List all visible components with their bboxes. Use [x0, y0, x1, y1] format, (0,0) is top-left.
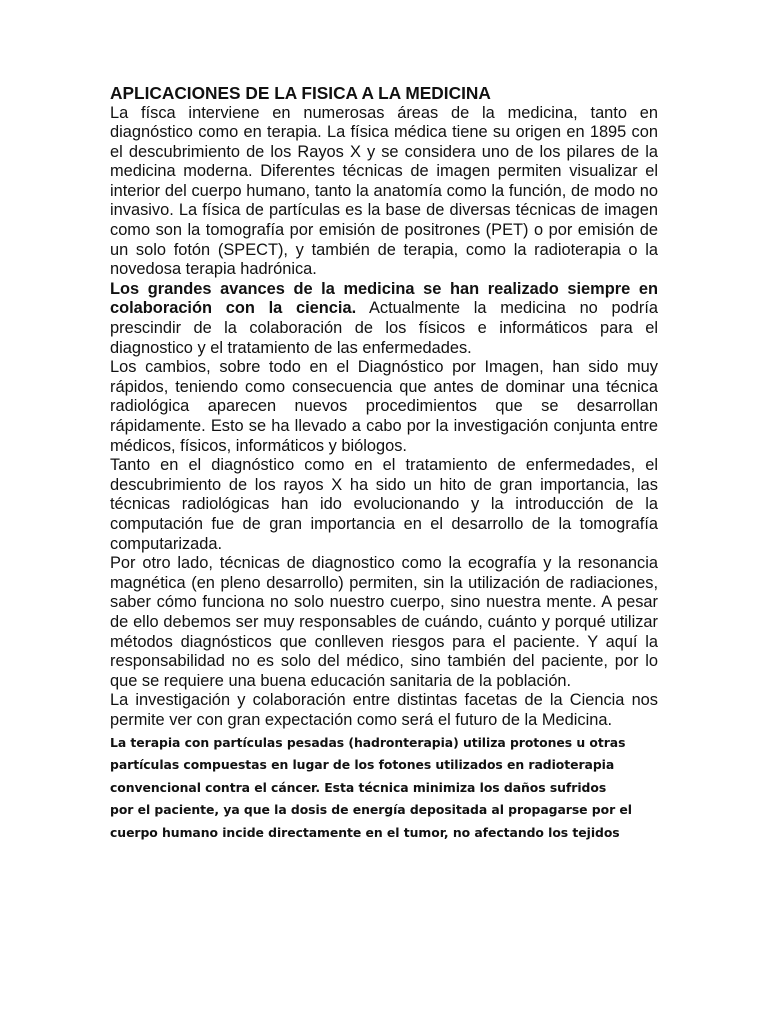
paragraph-advances-collaboration [110, 280, 658, 358]
paragraph-imaging-changes: Los cambios, sobre todo en el Diagnóstico por Imagen, han sido muy rápidos, teniendo como consecuencia que antes de dominar una técnica radiológica aparecen nuevos procedimientos que se desarrollan rápidamente. Esto se ha llevado a cabo por la investigación conjunta entre médicos, físicos, informáticos y biólogos. [110, 358, 658, 455]
hadrontherapy-note [110, 732, 658, 844]
paragraph-physics-in-medicine: La físca interviene en numerosas áreas de la medicina, tanto en diagnóstico como en terapia. La física médica tiene su origen en 1895 con el descubrimiento de los Rayos X y se considera uno de los pilares de la medicina moderna. Diferentes técnicas de imagen permiten visualizar el interior del cuerpo humano, tanto la anatomía como la función, de modo no invasivo. La física de partículas es la base de diversas técnicas de imagen como son la tomografía por emisión de positrones (PET) o por emisión de un solo fotón (SPECT), y también de terapia, como la radioterapia o la novedosa terapia hadrónica. [110, 103, 658, 279]
paragraph-future-medicine: La investigación y colaboración entre distintas facetas de la Ciencia nos permite ver con gran expectación como será el futuro de la Medicina. [110, 691, 658, 729]
paragraph-advances-bold-lead: Los grandes avances de la medicina se han realizado siempre en colaboración con la ciencia. [110, 279, 658, 318]
hadrontherapy-line: cuerpo humano incide directamente en el tumor, no afectando los tejidos [110, 824, 620, 840]
paragraph-diagnostic-techniques: Por otro lado, técnicas de diagnostico como la ecografía y la resonancia magnética (en pleno desarrollo) permiten, sin la utilización de radiaciones, saber cómo funciona no solo nuestro cuerpo, sino nuestra mente. A pesar de ello debemos ser muy responsables de cuándo, cuánto y porqué utilizar métodos diagnósticos que conlleven riesgos para el paciente. Y aquí la responsabilidad no es solo del médico, sino también del paciente, por lo que se requiere una buena educación sanitaria de la población. [110, 554, 658, 690]
hadrontherapy-line: partículas compuestas en lugar de los fotones utilizados en radioterapia [110, 757, 615, 773]
document-page [110, 84, 658, 843]
hadrontherapy-line: La terapia con partículas pesadas (hadronterapia) utiliza protones u otras [110, 734, 626, 750]
paragraph-advances-rest: Actualmente la medicina no podría prescindir de la colaboración de los físicos e informáticos para el diagnostico y el tratamiento de las enfermedades. [110, 299, 658, 357]
hadrontherapy-line: por el paciente, ya que la dosis de energía depositada al propagarse por el [110, 802, 632, 818]
document-title: APLICACIONES DE LA FISICA A LA MEDICINA [110, 83, 491, 103]
paragraph-xray-milestone: Tanto en el diagnóstico como en el tratamiento de enfermedades, el descubrimiento de los rayos X ha sido un hito de gran importancia, las técnicas radiológicas han ido evolucionando y la introducción de la computación fue de gran importancia en el desarrollo de la tomografía computarizada. [110, 456, 658, 553]
hadrontherapy-line: convencional contra el cáncer. Esta técnica minimiza los daños sufridos [110, 779, 607, 795]
